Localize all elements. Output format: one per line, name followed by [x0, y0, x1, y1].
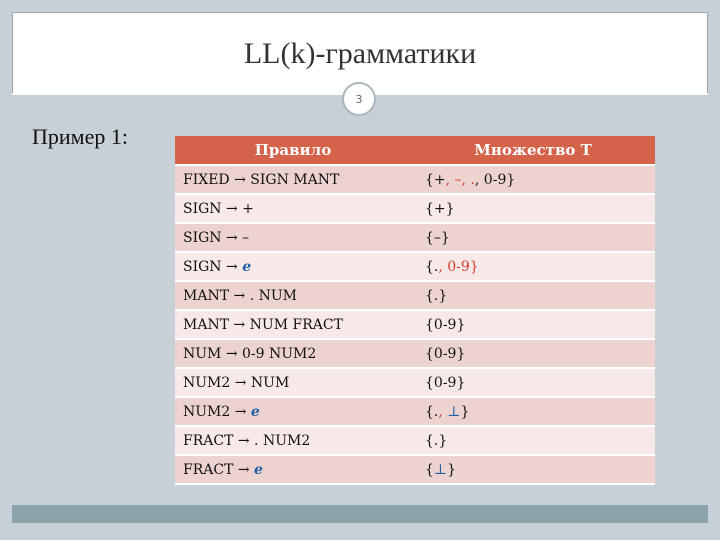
rule-cell: FRACT → e [175, 455, 411, 484]
set-cell: {., 0-9} [411, 252, 655, 281]
set-cell: {+} [411, 194, 655, 223]
set-cell: {.} [411, 281, 655, 310]
set-cell: {.} [411, 426, 655, 455]
slide-title: LL(k)-грамматики [243, 37, 477, 70]
set-cell: {⊥} [411, 455, 655, 484]
rule-cell: MANT → . NUM [175, 281, 411, 310]
grammar-rules-table [175, 136, 655, 485]
set-cell: {., ⊥} [411, 397, 655, 426]
table-row [175, 281, 655, 310]
set-cell: {+, –, ., 0-9} [411, 165, 655, 194]
rule-cell: FIXED → SIGN MANT [175, 165, 411, 194]
footer-bar [12, 505, 708, 523]
rule-cell: NUM2 → NUM [175, 368, 411, 397]
set-cell: {0-9} [411, 368, 655, 397]
header-set [411, 136, 655, 165]
table-row [175, 455, 655, 484]
rule-cell: NUM2 → e [175, 397, 411, 426]
rule-cell: MANT → NUM FRACT [175, 310, 411, 339]
table-row [175, 310, 655, 339]
epsilon-symbol: e [242, 258, 252, 275]
table-row [175, 165, 655, 194]
end-marker-symbol: ⊥ [447, 403, 461, 420]
table-row [175, 426, 655, 455]
set-cell: {–} [411, 223, 655, 252]
set-cell: {0-9} [411, 310, 655, 339]
rule-cell: NUM → 0-9 NUM2 [175, 339, 411, 368]
end-marker-symbol: ⊥ [433, 461, 448, 478]
table-header-row [175, 136, 655, 165]
slide-number: 3 [355, 92, 363, 106]
epsilon-symbol: e [254, 461, 263, 478]
header-set-text: Множество T [474, 141, 592, 159]
header-rule: Правило [175, 136, 411, 165]
table-row [175, 252, 655, 281]
slide-number-badge [342, 82, 376, 116]
rule-cell: SIGN → – [175, 223, 411, 252]
table-row [175, 368, 655, 397]
rule-cell: SIGN → + [175, 194, 411, 223]
example-label: Пример 1: [32, 124, 128, 149]
table-row [175, 194, 655, 223]
table-row [175, 223, 655, 252]
table-row [175, 397, 655, 426]
set-cell: {0-9} [411, 339, 655, 368]
epsilon-symbol: e [250, 403, 260, 420]
rule-cell: SIGN → e [175, 252, 411, 281]
rule-cell: FRACT → . NUM2 [175, 426, 411, 455]
table-row [175, 339, 655, 368]
